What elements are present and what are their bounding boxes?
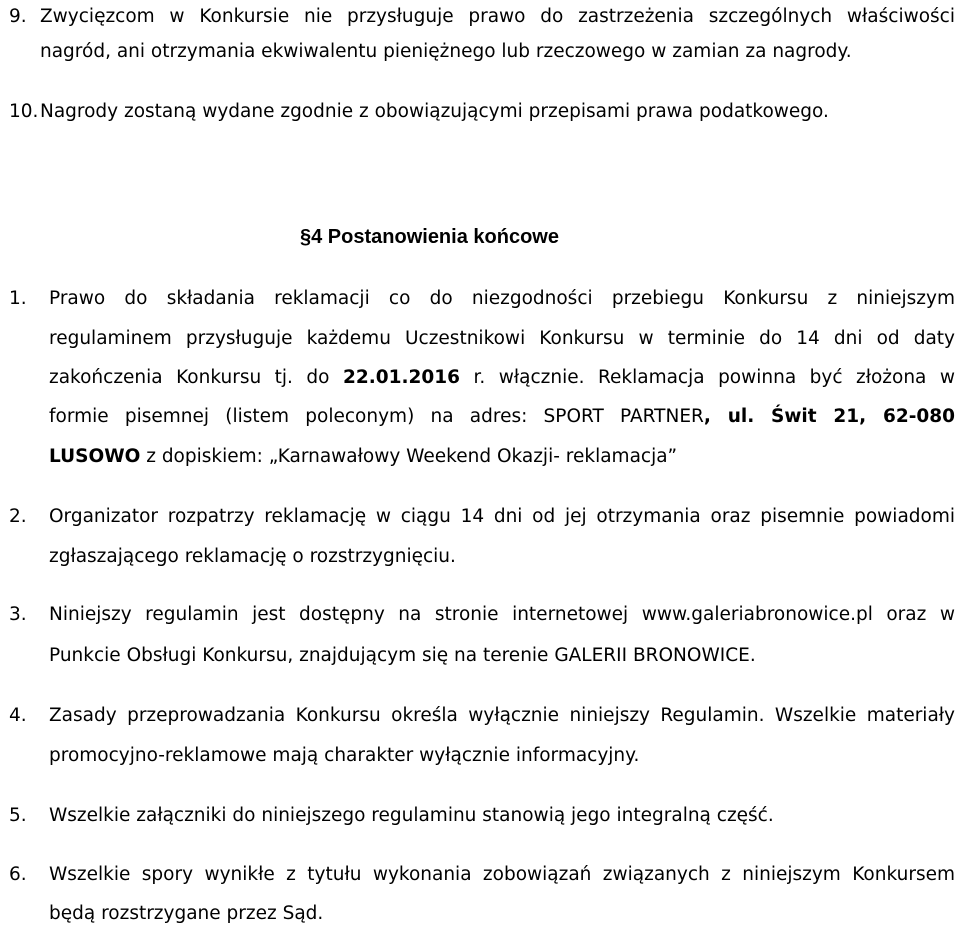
provision-5-line-1 — [0, 799, 960, 833]
item-number: 9. — [9, 6, 27, 27]
item-text — [49, 361, 955, 395]
text-segment: zakończenia Konkursu tj. do — [49, 367, 343, 388]
item-text: Organizator rozpatrzy reklamację w ciągu 14 dni od jej otrzymania oraz pisemnie powiadomi — [49, 506, 955, 527]
item-text — [49, 400, 955, 434]
address-city: LUSOWO — [49, 446, 141, 467]
item-text: Niniejszy regulamin jest dostępny na stronie internetowej www.galeriabronowice.pl oraz w — [49, 604, 955, 625]
item-text: Punkcie Obsługi Konkursu, znajdującym się na terenie GALERII BRONOWICE. — [49, 645, 756, 666]
section-heading: §4 Postanowienia końcowe — [300, 226, 559, 248]
address-text: , ul. Świt 21, 62-080 — [703, 406, 955, 427]
item-number: 4. — [9, 705, 27, 726]
deadline-date: 22.01.2016 — [342, 367, 461, 388]
item-number: 6. — [9, 864, 27, 885]
provision-3-line-2 — [0, 639, 960, 673]
item-number: 1. — [9, 288, 27, 309]
provision-4-line-2 — [0, 739, 960, 773]
item-number: 2. — [9, 506, 27, 527]
item-number: 5. — [9, 805, 27, 826]
provision-1-line-2 — [0, 322, 960, 356]
item-9-line-1 — [0, 0, 960, 34]
text-segment: z dopiskiem: „Karnawałowy Weekend Okazji- reklamacja” — [140, 446, 678, 467]
item-text: nagród, ani otrzymania ekwiwalentu pieniężnego lub rzeczowego w zamian za nagrody. — [40, 41, 852, 62]
provision-3-line-1 — [0, 598, 960, 632]
item-text — [49, 440, 677, 474]
item-text: Wszelkie spory wynikłe z tytułu wykonania zobowiązań związanych z niniejszym Konkursem — [49, 864, 955, 885]
text-segment: formie pisemnej (listem poleconym) na adres: SPORT PARTNER — [49, 406, 704, 427]
item-text: będą rozstrzygane przez Sąd. — [49, 903, 324, 924]
item-text: zgłaszającego reklamację o rozstrzygnięciu. — [49, 546, 456, 567]
item-text: Nagrody zostaną wydane zgodnie z obowiązującymi przepisami prawa podatkowego. — [40, 101, 829, 122]
provision-1-line-1 — [0, 282, 960, 316]
item-text: promocyjno-reklamowe mają charakter wyłącznie informacyjny. — [49, 745, 640, 766]
item-number: 10. — [9, 101, 39, 122]
item-text: Wszelkie załączniki do niniejszego regulaminu stanowią jego integralną część. — [49, 805, 774, 826]
section-heading-row — [0, 220, 960, 254]
item-text: Zasady przeprowadzania Konkursu określa wyłącznie niniejszy Regulamin. Wszelkie materiały — [49, 705, 955, 726]
provision-4-line-1 — [0, 699, 960, 733]
provision-1-line-5 — [0, 440, 960, 474]
text-segment: r. włącznie. Reklamacja powinna być złożona w — [460, 367, 955, 388]
provision-1-line-4 — [0, 400, 960, 434]
item-text: Prawo do składania reklamacji co do niezgodności przebiegu Konkursu z niniejszym — [49, 288, 955, 309]
item-text: regulaminem przysługuje każdemu Uczestnikowi Konkursu w terminie do 14 dni od daty — [49, 328, 955, 349]
item-9-line-2 — [0, 35, 960, 69]
provision-2-line-1 — [0, 500, 960, 534]
provision-6-line-1 — [0, 858, 960, 892]
item-10-line-1 — [0, 95, 960, 129]
item-text: Zwycięzcom w Konkursie nie przysługuje prawo do zastrzeżenia szczególnych właściwości — [40, 6, 955, 27]
item-number: 3. — [9, 604, 27, 625]
provision-6-line-2 — [0, 897, 960, 931]
provision-1-line-3 — [0, 361, 960, 395]
provision-2-line-2 — [0, 540, 960, 574]
